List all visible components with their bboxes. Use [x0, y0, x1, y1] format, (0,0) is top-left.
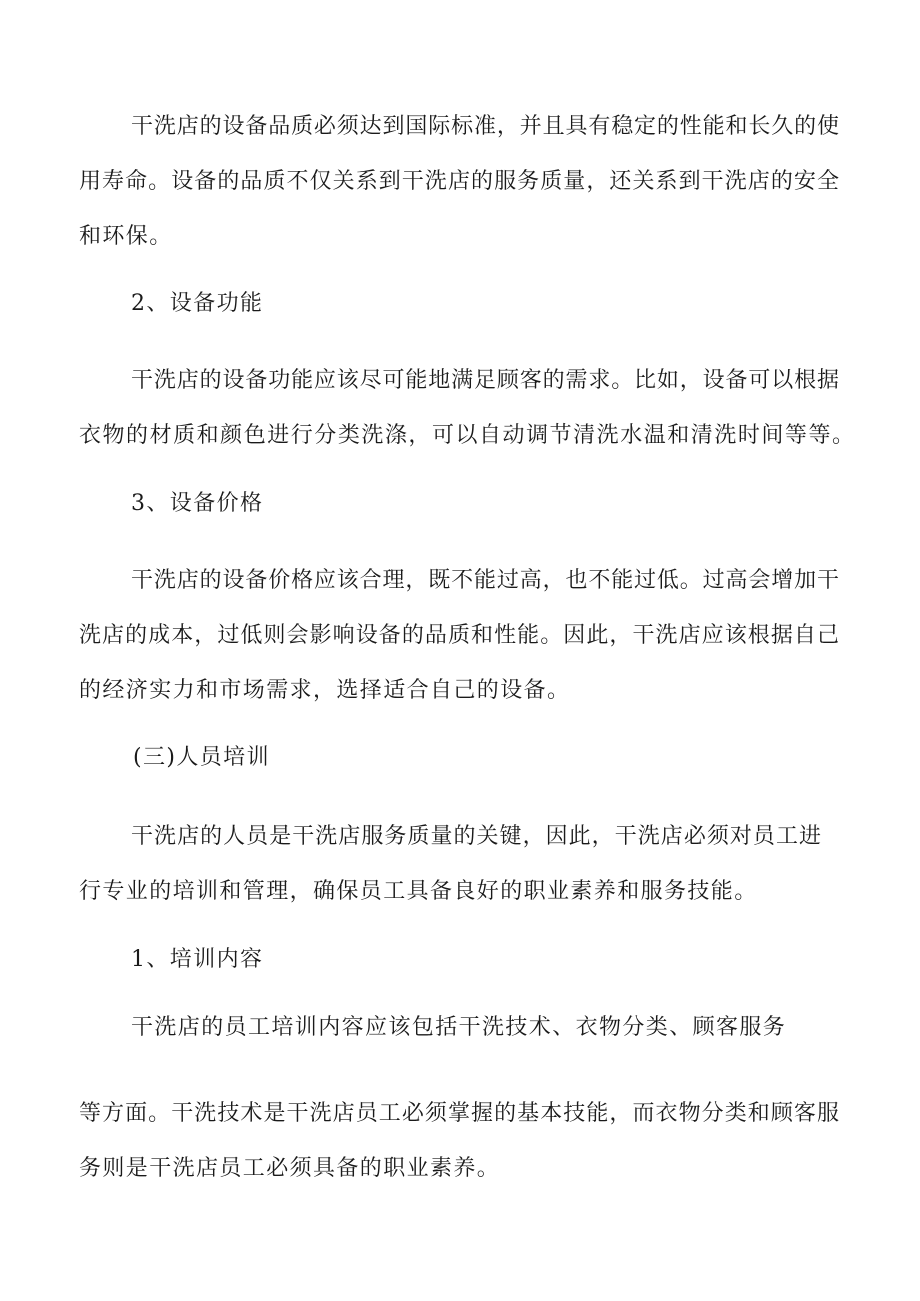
- section-heading: 1、培训内容: [131, 947, 264, 972]
- paragraph-line: 干洗店的人员是干洗店服务质量的关键，因此，干洗店必须对员工进: [131, 824, 821, 849]
- paragraph-line: 和环保。: [79, 224, 173, 249]
- paragraph-line: 干洗店的员工培训内容应该包括干洗技术、衣物分类、顾客服务: [131, 1015, 787, 1040]
- section-heading: 2、设备功能: [131, 291, 264, 316]
- paragraph-line: 干洗店的设备功能应该尽可能地满足顾客的需求。比如，设备可以根据: [131, 368, 839, 393]
- paragraph-line: 衣物的材质和颜色进行分类洗涤，可以自动调节清洗水温和清洗时间等等。: [79, 423, 854, 448]
- section-heading: (三)人员培训: [133, 745, 270, 770]
- paragraph-line: 干洗店的设备价格应该合理，既不能过高，也不能过低。过高会增加干: [131, 568, 839, 593]
- paragraph-line: 的经济实力和市场需求，选择适合自己的设备。: [79, 678, 571, 703]
- paragraph-line: 洗店的成本，过低则会影响设备的品质和性能。因此，干洗店应该根据自己: [79, 623, 839, 648]
- paragraph-line: 用寿命。设备的品质不仅关系到干洗店的服务质量，还关系到干洗店的安全: [79, 169, 839, 194]
- section-heading: 3、设备价格: [131, 491, 264, 516]
- paragraph-line: 务则是干洗店员工必须具备的职业素养。: [79, 1156, 501, 1181]
- paragraph-line: 等方面。干洗技术是干洗店员工必须掌握的基本技能，而衣物分类和顾客服: [79, 1101, 839, 1126]
- paragraph-line: 行专业的培训和管理，确保员工具备良好的职业素养和服务技能。: [79, 879, 758, 904]
- paragraph-line: 干洗店的设备品质必须达到国际标准，并且具有稳定的性能和长久的使: [131, 114, 839, 139]
